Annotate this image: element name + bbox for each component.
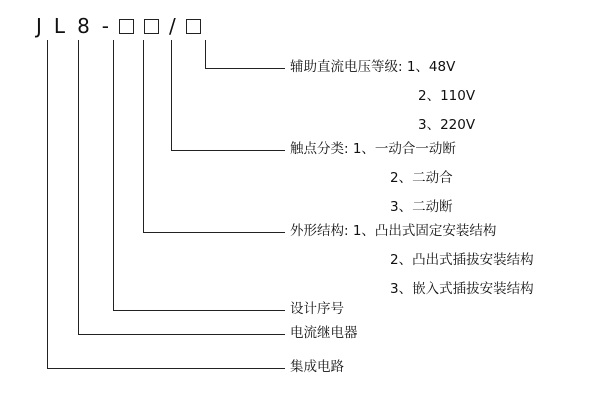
leader-hline-aux-voltage xyxy=(205,68,285,69)
code-box-aux-voltage xyxy=(186,19,201,34)
leader-vline-aux-voltage xyxy=(205,40,206,68)
model-code-row xyxy=(36,12,211,40)
code-box-shape-structure xyxy=(119,19,134,34)
leader-hline-contact-class xyxy=(171,150,285,151)
callout-integrated-circuit-heading: 集成电路 xyxy=(290,359,344,375)
callout-aux-dc-voltage-heading: 辅助直流电压等级: 1、48V xyxy=(290,59,456,75)
code-digit-8: 8 xyxy=(77,14,90,38)
callout-contact-class-option-2: 2、二动合 xyxy=(390,170,453,186)
leader-hline-shape-structure xyxy=(143,232,285,233)
leader-vline-shape-structure xyxy=(143,40,144,232)
callout-current-relay-heading: 电流继电器 xyxy=(290,325,358,341)
callout-shape-structure-option-2: 2、凸出式插拔安装结构 xyxy=(390,252,534,268)
callout-contact-class-heading: 触点分类: 1、一动合一动断 xyxy=(290,141,456,157)
callout-shape-structure-heading: 外形结构: 1、凸出式固定安装结构 xyxy=(290,223,497,239)
leader-hline-integrated-circuit xyxy=(47,368,285,369)
leader-hline-current-relay xyxy=(78,334,285,335)
leader-vline-contact-class xyxy=(171,40,172,150)
callout-aux-dc-voltage-option-3: 3、220V xyxy=(418,117,476,133)
callout-shape-structure-option-3: 3、嵌入式插拔安装结构 xyxy=(390,281,534,297)
leader-hline-design-serial xyxy=(113,310,285,311)
leader-vline-design-serial xyxy=(113,40,114,310)
code-letter-l: L xyxy=(53,14,66,38)
callout-contact-class-option-3: 3、二动断 xyxy=(390,199,453,215)
leader-vline-current-relay xyxy=(78,40,79,334)
callout-design-serial-heading: 设计序号 xyxy=(290,301,344,317)
callout-aux-dc-voltage-option-2: 2、110V xyxy=(418,88,476,104)
code-slash: / xyxy=(169,14,176,38)
code-letter-j: J xyxy=(36,14,42,38)
code-box-contact-class xyxy=(144,19,159,34)
code-dash: - xyxy=(101,14,110,38)
leader-vline-integrated-circuit xyxy=(47,40,48,368)
